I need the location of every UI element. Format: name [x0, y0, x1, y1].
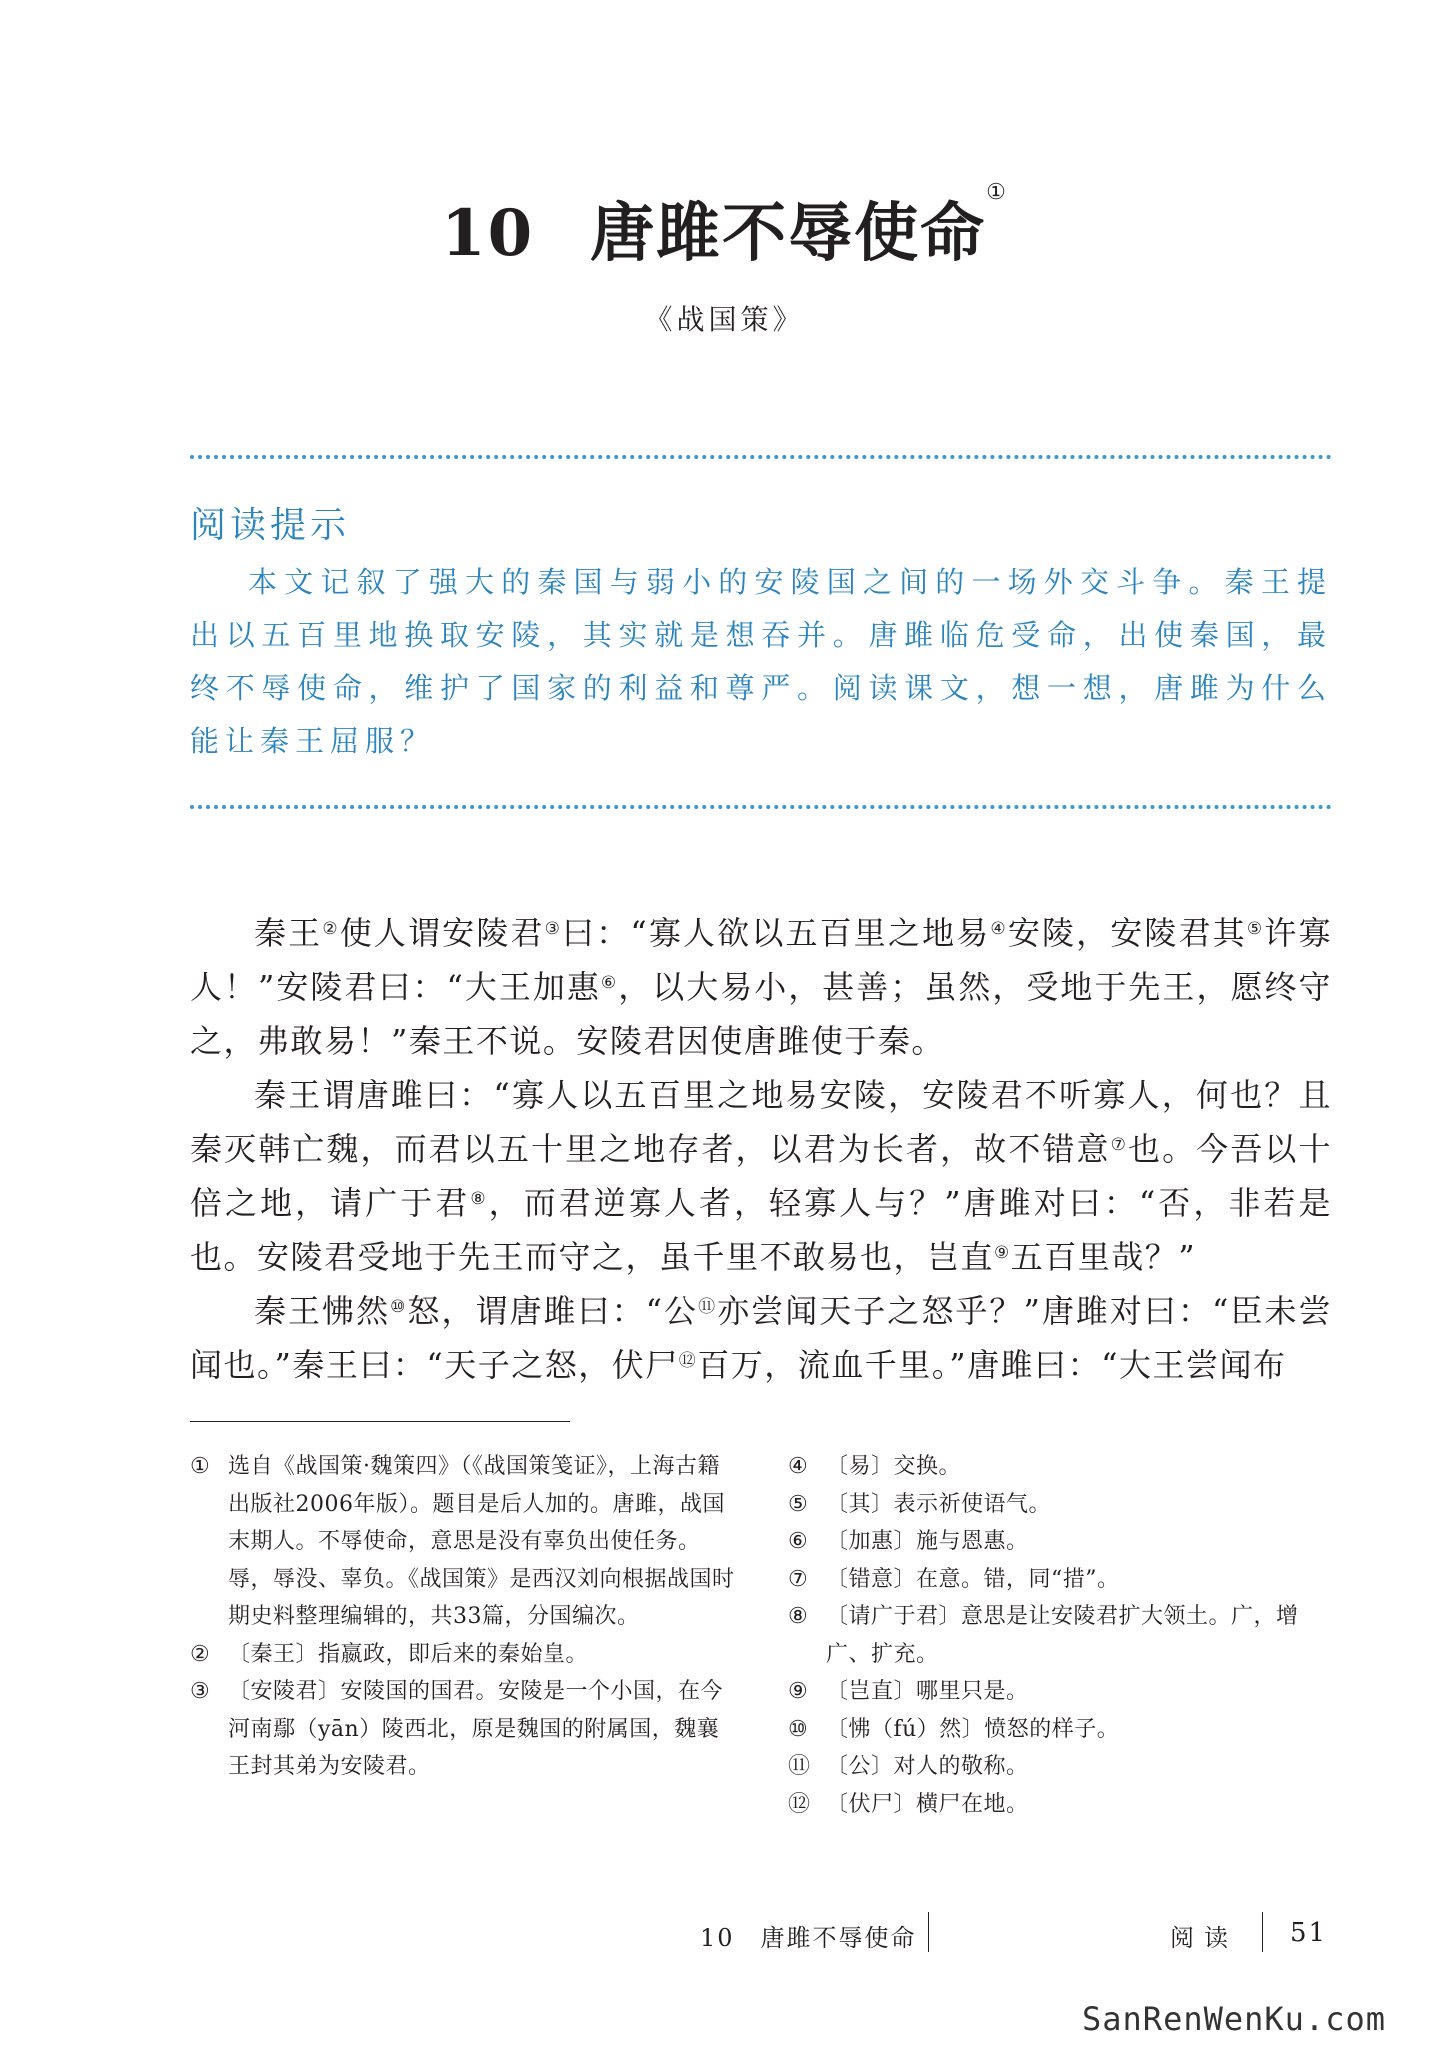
- footnote-mark: ④: [788, 1454, 809, 1479]
- footer-lesson-title: 10 唐雎不辱使命: [700, 1924, 917, 1952]
- text-segment: ，而君逆寡人者，轻寡人与？”唐雎对曰：“否，非若是也。安陵君受地于先王而守之，虽千里不敢易也，岂直: [190, 1184, 1332, 1276]
- footer-separator: [928, 1912, 929, 1952]
- text-segment: 也。今吾以十倍之地，请广于君: [190, 1130, 1332, 1222]
- title-note-mark: ①: [986, 180, 1008, 205]
- footnote-text: 选自《战国策·魏策四》（《战国策笺证》，上海古籍出版社2006年版）。题目是后人加的。唐雎，战国末期人。不辱使命，意思是没有辜负出使任务。辱，辱没、辜负。《战国策》是西汉刘向根据战国时期史料整理编辑的，共33篇，分国编次。: [228, 1454, 735, 1629]
- footnote-text: 〔其〕表示祈使语气。: [826, 1491, 1052, 1517]
- footnotes-left: [190, 1448, 740, 1786]
- note-mark: ③: [544, 919, 563, 939]
- note-mark: ⑥: [600, 973, 619, 993]
- note-mark: ⑤: [1246, 919, 1265, 939]
- footnote-text: 〔易〕交换。: [826, 1454, 962, 1479]
- footnote-11: [788, 1748, 1338, 1786]
- lesson-number: 10: [441, 196, 535, 271]
- text-segment: 许寡人！”安陵君曰：“大王加惠: [190, 914, 1332, 1006]
- footnote-mark: ⑥: [788, 1529, 809, 1554]
- footnote-mark: ⑦: [788, 1566, 809, 1592]
- footnote-text: 〔公〕对人的敬称。: [826, 1754, 1029, 1779]
- text-segment: 安陵，安陵君其: [1007, 914, 1247, 952]
- footnote-10: [788, 1711, 1338, 1749]
- footnote-rule: [190, 1421, 570, 1422]
- footnote-12: [788, 1786, 1338, 1824]
- note-mark: ⑧: [470, 1189, 489, 1209]
- footer-section: 阅读: [1170, 1924, 1238, 1952]
- footnote-text: 〔伏尸〕横尸在地。: [826, 1791, 1029, 1817]
- footnote-text: 〔岂直〕哪里只是。: [826, 1679, 1029, 1704]
- reading-tip-body: 本文记叙了强大的秦国与弱小的安陵国之间的一场外交斗争。秦王提出以五百里地换取安陵，其实就是想吞并。唐雎临危受命，出使秦国，最终不辱使命，维护了国家的利益和尊严。阅读课文，想一想，唐雎为什么能让秦王屈服？: [190, 565, 1332, 758]
- footnote-mark: ⑪: [788, 1754, 811, 1779]
- footnote-1: [190, 1448, 740, 1636]
- note-mark: ⑨: [994, 1243, 1011, 1263]
- reading-tip-heading: 阅读提示: [190, 505, 351, 546]
- text-segment: 曰：“寡人欲以五百里之地易: [562, 914, 991, 952]
- paragraph-2: [190, 1068, 1332, 1284]
- text-segment: 亦尝闻天子之怒乎？”唐雎对曰：“臣未尝闻也。”秦王曰：“天子之怒，伏尸: [190, 1292, 1332, 1384]
- note-mark: ⑩: [390, 1297, 408, 1317]
- note-mark: ④: [990, 919, 1008, 939]
- footnote-4: [788, 1448, 1338, 1486]
- text-segment: 百万，流血千里。”唐雎曰：“大王尝闻布: [697, 1346, 1287, 1384]
- footnote-text: 〔秦王〕指嬴政，即后来的秦始皇。: [228, 1641, 589, 1667]
- lesson-source: 《战国策》: [644, 303, 805, 336]
- text-segment: 秦王怫然: [254, 1292, 391, 1330]
- paragraph-1: [190, 906, 1332, 1068]
- note-mark: ⑫: [678, 1351, 698, 1371]
- text-segment: ，以大易小，甚善；虽然，受地于先王，愿终守之，弗敢易！”秦王不说。安陵君因使唐雎使于秦。: [190, 968, 1332, 1060]
- watermark: SanRenWenKu.com: [1082, 2000, 1386, 2038]
- main-text: [190, 906, 1332, 1392]
- text-segment: 五百里哉？”: [1010, 1238, 1197, 1276]
- lesson-title-text: 唐雎不辱使命: [590, 196, 987, 271]
- tip-top-divider: [190, 455, 1332, 459]
- footnote-text: 〔请广于君〕意思是让安陵君扩大领土。广，增广、扩充。: [826, 1604, 1299, 1667]
- text-segment: 秦王: [254, 914, 323, 952]
- footnote-mark: ⑩: [788, 1716, 809, 1742]
- page-number: 51: [1290, 1918, 1328, 1948]
- footnote-mark: ⑧: [788, 1604, 809, 1629]
- footnote-2: [190, 1636, 740, 1674]
- note-mark: ⑦: [1110, 1135, 1128, 1155]
- footnote-9: [788, 1673, 1338, 1711]
- footnote-7: [788, 1561, 1338, 1599]
- footnote-text: 〔安陵君〕安陵国的国君。安陵是一个小国，在今河南鄢（yān）陵西北，原是魏国的附属国，魏襄王封其弟为安陵君。: [228, 1679, 724, 1779]
- text-segment: 秦王谓唐雎曰：“寡人以五百里之地易安陵，安陵君不听寡人，何也？且秦灭韩亡魏，而君以五十里之地存者，以君为长者，故不错意: [190, 1076, 1332, 1168]
- footnote-text: 〔怫（fú）然〕愤怒的样子。: [826, 1716, 1120, 1742]
- paragraph-3: [190, 1284, 1332, 1392]
- footnote-mark: ⑤: [788, 1491, 809, 1517]
- footnote-mark: ②: [190, 1641, 211, 1667]
- footnote-mark: ①: [190, 1454, 211, 1479]
- footer-separator: [1262, 1912, 1263, 1952]
- footnote-mark: ⑫: [788, 1791, 811, 1817]
- lesson-title: [0, 182, 1449, 274]
- footnotes-right: [788, 1448, 1338, 1823]
- text-segment: 使人谓安陵君: [339, 914, 545, 952]
- footnote-6: [788, 1523, 1338, 1561]
- note-mark: ⑪: [698, 1297, 718, 1317]
- footnote-5: [788, 1486, 1338, 1524]
- footnote-mark: ⑨: [788, 1679, 809, 1704]
- footnote-mark: ③: [190, 1679, 211, 1704]
- footnote-3: [190, 1673, 740, 1786]
- text-segment: 怒，谓唐雎曰：“公: [407, 1292, 699, 1330]
- footnote-text: 〔加惠〕施与恩惠。: [826, 1529, 1029, 1554]
- tip-bottom-divider: [190, 805, 1332, 809]
- footnote-text: 〔错意〕在意。错，同“措”。: [826, 1566, 1120, 1592]
- footnote-8: [788, 1598, 1338, 1673]
- note-mark: ②: [322, 919, 340, 939]
